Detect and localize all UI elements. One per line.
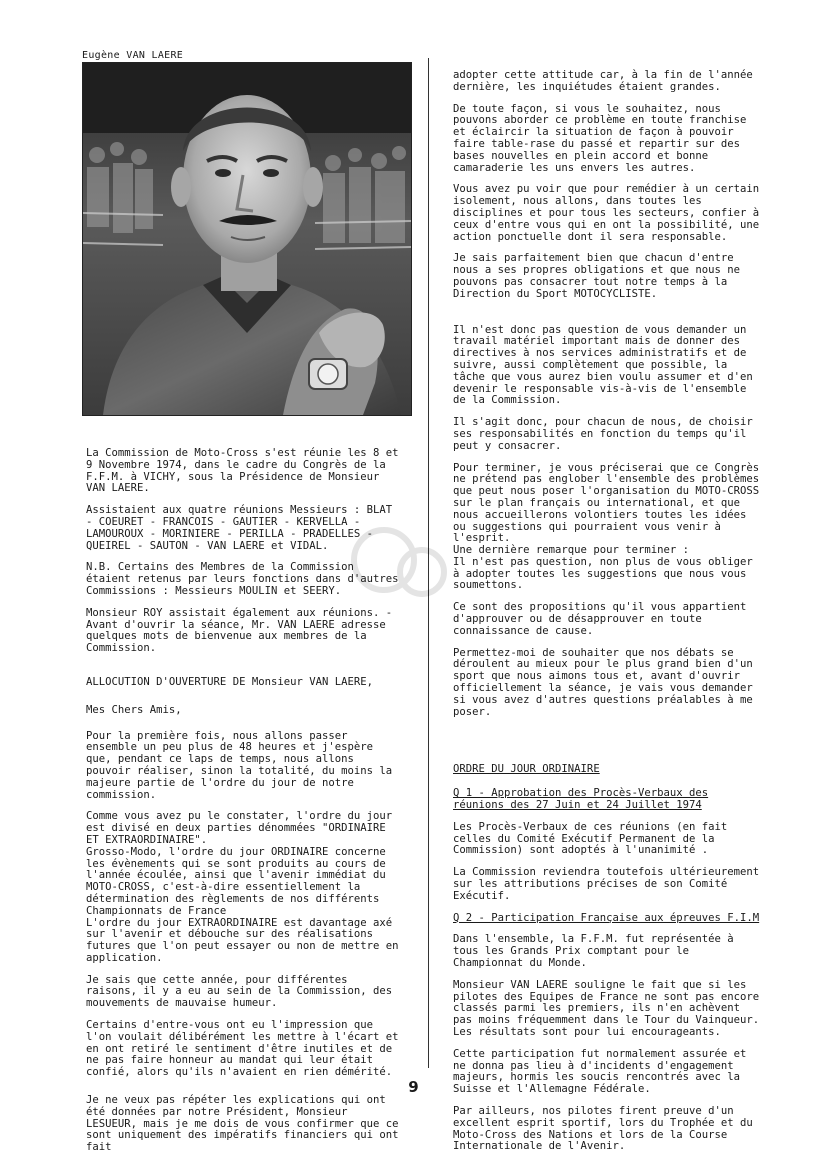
attendees-paragraph: Assistaient aux quatre réunions Messieurs : BLAT - COEURET - FRANCOIS - GAUTIER - KERVELLA - LAMOUROUX - MORINIERE - PERILLA - PRADELLES - QUEIREL - SAUTON - VAN LAERE et VIDAL. <box>86 504 393 552</box>
column-divider <box>428 58 429 1068</box>
nb-paragraph: N.B. Certains des Membres de la Commission étaient retenus par leurs fonctions dans d'autres Commissions : Messieurs MOULIN et SEERY. <box>86 561 399 597</box>
page-number: 9 <box>408 1078 419 1096</box>
speech-paragraph-5: Je sais que cette année, pour différentes raisons, il y a eu au sein de la Commission, des mouvements de mauvaise humeur. <box>86 973 393 1010</box>
speech-continued-9: Ce sont des propositions qu'il vous appartient d'approuver ou de désapprouver en toute connaissance de cause. <box>453 601 747 637</box>
speech-last-remark-heading: Une dernière remarque pour terminer : <box>453 544 689 557</box>
agenda-q2-text-1: Dans l'ensemble, la F.F.M. fut représentée à tous les Grands Prix comptant pour le Championnat du Monde. <box>453 933 734 970</box>
speech-continued-2: De toute façon, si vous le souhaitez, nous pouvons aborder ce problème en toute franchise et éclaircir la situation de façon à pouvoir faire table-rase du passé et repartir sur des bases nouvelles en plein accord et bonne camaraderie les uns envers les autres. <box>453 102 747 174</box>
speech-continued-1: adopter cette attitude car, à la fin de l'année dernière, les inquiétudes étaient grandes. <box>453 69 753 93</box>
speech-closing: Permettez-moi de souhaiter que nos débats se déroulent au mieux pour le plus grand bien d'un sport que nous aimons tous et, avant d'ouvrir officiellement la séance, je vais vous demander si vous avez d'autres questions préalables à me poser. <box>453 646 753 718</box>
agenda-q2-text-4: Par ailleurs, nos pilotes firent preuve d'un excellent esprit sportif, lors du Trophée et du Moto-Cross des Nations et lors de la Course Internationale de l'Avenir. <box>453 1104 753 1153</box>
speech-paragraph-4: L'ordre du jour EXTRAORDINAIRE est davantage axé sur l'avenir et débouche sur des réalisations futures que l'on peut essayer ou non de mettre en application. <box>86 916 399 964</box>
agenda-q2-title: Q 2 - Participation Française aux épreuves F.I.M <box>453 911 760 924</box>
speech-continued-4: Je sais parfaitement bien que chacun d'entre nous a ses propres obligations et que nous ne pouvons pas consacrer tout notre temps à la Direction du Sport MOTOCYCLISTE. <box>453 252 741 300</box>
speech-continued-8: Il n'est pas question, non plus de vous obliger à adopter toutes les suggestions que nous vous soumettons. <box>453 555 753 592</box>
speech-continued-3: Vous avez pu voir que pour remédier à un certain isolement, nous allons, dans toutes les disciplines et pour tous les secteurs, confier à ceux d'entre vous qui en ont la possibilité, une action ponctuelle dont il sera responsable. <box>453 183 760 243</box>
portrait-photo <box>82 62 412 416</box>
roy-paragraph: Monsieur ROY assistait également aux réunions. - Avant d'ouvrir la séance, Mr. VAN LAERE adresse quelques mots de bienvenue aux membres de la Commission. <box>86 606 393 655</box>
speech-paragraph-6: Certains d'entre-vous ont eu l'impression que l'on voulait délibérément les mettre à l'écart et en ont retiré le sentiment d'être inutiles et de ne pas faire honneur au mandat qui leur était confié, alors qu'ils n'avaient en rien démérité. <box>86 1019 399 1079</box>
agenda-q2-text-3: Cette participation fut normalement assurée et ne donna pas lieu à d'incidents d'engagement majeurs, hormis les soucis rencontrés avec la Suisse et l'Allemagne Fédérale. <box>453 1047 747 1096</box>
speech-paragraph-2: Comme vous avez pu le constater, l'ordre du jour est divisé en deux parties dénommées "ORDINAIRE ET EXTRAORDINAIRE". <box>86 810 393 846</box>
intro-paragraph: La Commission de Moto-Cross s'est réunie les 8 et 9 Novembre 1974, dans le cadre du Congrès de la F.F.M. à VICHY, sous la Présidence de Monsieur VAN LAERE. <box>86 447 399 495</box>
speech-continued-5: Il n'est donc pas question de vous demander un travail matériel important mais de donner des directives à nos services administratifs et de suivre, aussi complètement que possible, la tâche que vous aurez bien voulu assumer et d'en devenir le responsable vis-à-vis de l'ensemble de la Commission. <box>453 323 753 407</box>
salutation: Mes Chers Amis, <box>86 703 182 716</box>
agenda-q1-text-2: La Commission reviendra toutefois ultérieurement sur les attributions précises de son Comité Exécutif. <box>453 866 760 902</box>
portrait-photo-image <box>83 63 411 415</box>
speech-continued-6: Il s'agit donc, pour chacun de nous, de choisir ses responsabilités en fonction du temps qu'il peut y consacrer. <box>453 416 753 452</box>
agenda-q2-text-2: Monsieur VAN LAERE souligne le fait que si les pilotes des Equipes de France ne sont pas encore classés parmi les premiers, ils n'en achèvent pas moins fréquemment dans le Tour du Vainqueur. Les résultats sont pour lui encourageants. <box>453 978 760 1038</box>
speech-paragraph-7: Je ne veux pas répéter les explications qui ont été données par notre Président, Monsieur LESUEUR, mais je me dois de vous confirmer que ce sont uniquement des impératifs financiers qui ont fait <box>86 1094 399 1154</box>
speech-paragraph-3: Grosso-Modo, l'ordre du jour ORDINAIRE concerne les évènements qui se sont produits au cours de l'année écoulée, ainsi que l'avenir immédiat du MOTO-CROSS, c'est-à-dire essentiellement la détermination des règlements de nos différents Championnats de France <box>86 845 386 917</box>
speech-continued-7: Pour terminer, je vous préciserai que ce Congrès ne prétend pas englober l'ensemble des problèmes que peut nous poser l'organisation du MOTO-CROSS sur le plan français ou international, et que nous accueillerons volontiers toutes les idées ou suggestions qui pourraient vous venir à l'esprit. <box>453 461 760 545</box>
agenda-q1-title: Q 1 - Approbation des Procès-Verbaux des réunions des 27 Juin et 24 Juillet 1974 <box>453 787 709 812</box>
speech-paragraph-1: Pour la première fois, nous allons passer ensemble un peu plus de 48 heures et j'espère que, pendant ce laps de temps, nous allons pouvoir réaliser, sinon la totalité, du moins la majeure partie de l'ordre du jour de notre commission. <box>86 729 393 801</box>
right-column <box>453 70 765 1163</box>
left-column <box>86 448 404 1164</box>
agenda-heading: ORDRE DU JOUR ORDINAIRE <box>453 763 600 776</box>
photo-caption: Eugène VAN LAERE <box>82 50 184 61</box>
speech-heading: ALLOCUTION D'OUVERTURE DE Monsieur VAN LAERE, <box>86 675 374 688</box>
agenda-q1-text-1: Les Procès-Verbaux de ces réunions (en fait celles du Comité Exécutif Permanent de la Commission) sont adoptés à l'unanimité . <box>453 820 728 857</box>
